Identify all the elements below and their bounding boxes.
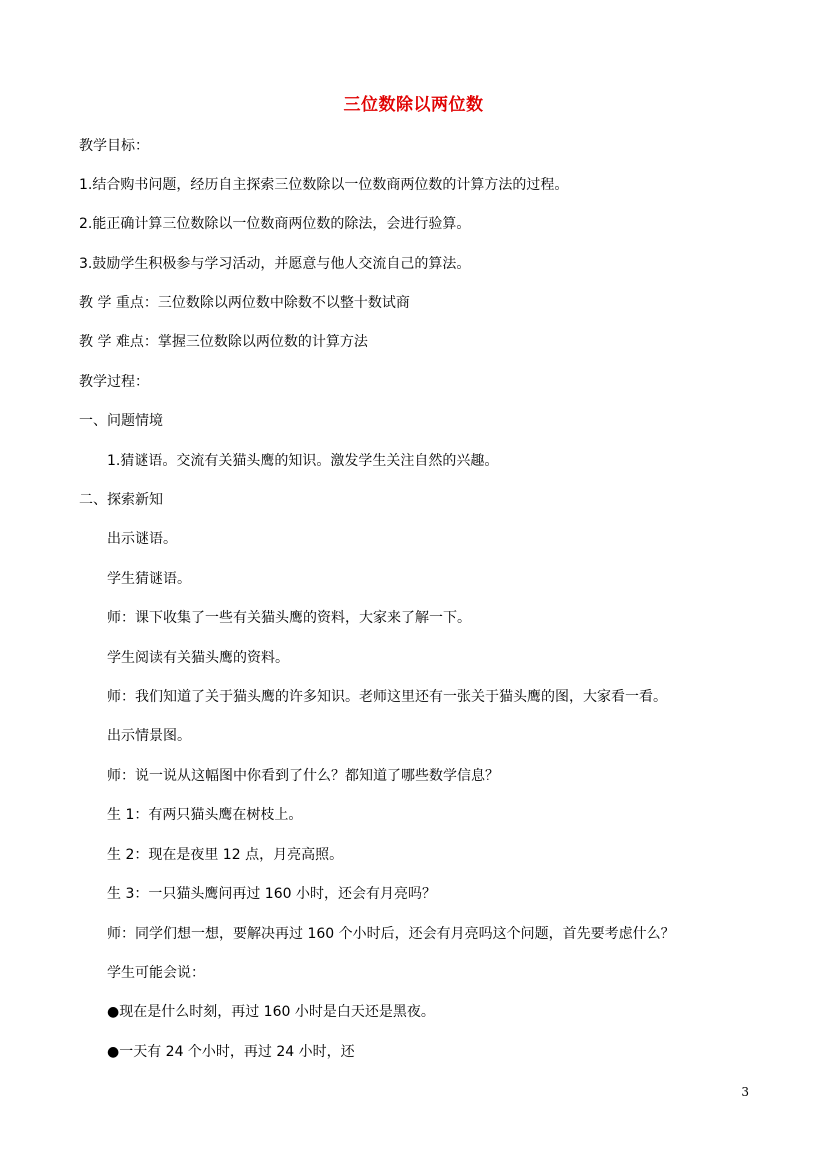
process-line: 师：同学们想一想，要解决再过 160 个小时后，还会有月亮吗这个问题，首先要考虑什么？ <box>107 926 675 942</box>
section-heading-1: 一、问题情境 <box>79 413 163 429</box>
section-heading-objectives: 教学目标： <box>79 138 149 154</box>
section-heading-2: 二、探索新知 <box>79 492 163 508</box>
process-line: 出示情景图。 <box>107 728 191 744</box>
process-line: 师：课下收集了一些有关猫头鹰的资料，大家来了解一下。 <box>107 610 471 626</box>
document-title: 三位数除以两位数 <box>343 95 484 115</box>
teaching-difficulty: 教 学 难点：掌握三位数除以两位数的计算方法 <box>79 334 368 350</box>
bullet-line: ●现在是什么时刻，再过 160 小时是白天还是黑夜。 <box>107 1004 435 1020</box>
process-line: 学生阅读有关猫头鹰的资料。 <box>107 650 289 666</box>
process-line: 学生猜谜语。 <box>107 571 191 587</box>
process-line: 出示谜语。 <box>107 531 177 547</box>
section-heading-process: 教学过程： <box>79 374 149 390</box>
process-line: 师：我们知道了关于猫头鹰的许多知识。老师这里还有一张关于猫头鹰的图，大家看一看。 <box>107 689 667 705</box>
bullet-line: ●一天有 24 个小时，再过 24 小时，还 <box>107 1044 355 1060</box>
process-line: 生 1：有两只猫头鹰在树枝上。 <box>107 807 303 823</box>
objective-line-2: 2.能正确计算三位数除以一位数商两位数的除法，会进行验算。 <box>79 216 471 232</box>
objective-line-3: 3.鼓励学生积极参与学习活动，并愿意与他人交流自己的算法。 <box>79 256 471 272</box>
teaching-focus: 教 学 重点：三位数除以两位数中除数不以整十数试商 <box>79 295 410 311</box>
process-line: 生 2：现在是夜里 12 点，月亮高照。 <box>107 847 344 863</box>
process-line: 师：说一说从这幅图中你看到了什么？都知道了哪些数学信息？ <box>107 768 499 784</box>
process-line: 生 3：一只猫头鹰问再过 160 小时，还会有月亮吗？ <box>107 886 436 902</box>
objective-line-1: 1.结合购书问题，经历自主探索三位数除以一位数商两位数的计算方法的过程。 <box>79 177 569 193</box>
page-number: 3 <box>741 1085 749 1099</box>
process-line: 1.猜谜语。交流有关猫头鹰的知识。激发学生关注自然的兴趣。 <box>107 453 499 469</box>
process-line: 学生可能会说： <box>107 965 205 981</box>
